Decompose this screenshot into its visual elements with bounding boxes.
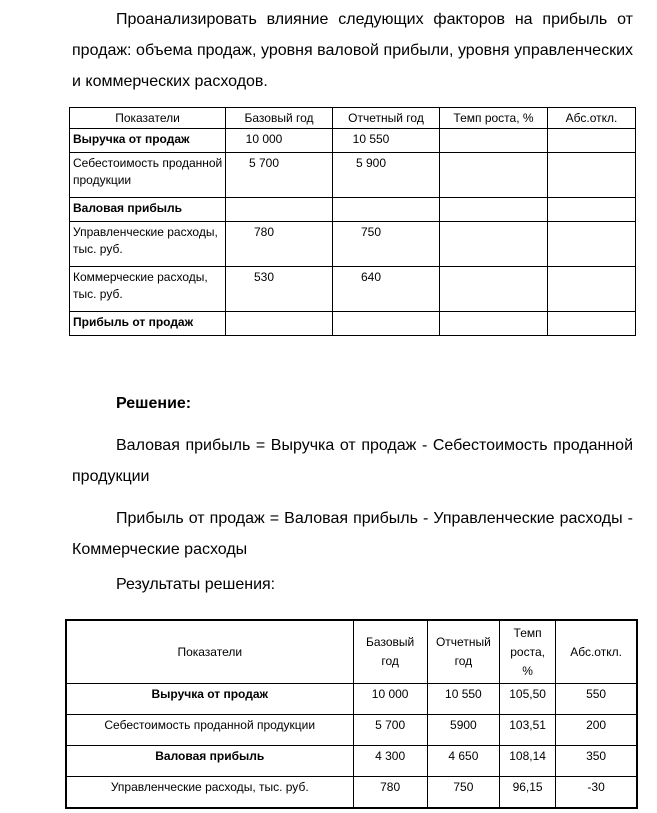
column-header: Показатели <box>66 620 353 684</box>
table-row <box>66 684 637 715</box>
abs-dev-cell <box>548 312 636 336</box>
growth-cell <box>440 129 548 153</box>
base-year-cell: 530 <box>226 267 333 312</box>
column-header: Темп роста, % <box>440 108 548 129</box>
sales-profit-formula: Прибыль от продаж = Валовая прибыль - Управленческие расходы - Коммерческие расходы <box>72 510 633 558</box>
row-label: Себестоимость проданной продукции <box>66 715 353 746</box>
row-label: Прибыль от продаж <box>70 312 226 336</box>
column-header: Темп роста, % <box>500 620 556 684</box>
base-year-cell <box>226 312 333 336</box>
growth-cell: 105,50 <box>500 684 556 715</box>
solution-heading: Решение: <box>116 395 192 412</box>
base-year-cell <box>226 198 333 222</box>
column-header: Базовый год <box>353 620 427 684</box>
report-year-cell: 4 650 <box>427 746 499 777</box>
row-label: Управленческие расходы, тыс. руб. <box>70 222 226 267</box>
task-paragraph: Проанализировать влияние следующих факторов на прибыль от продаж: объема продаж, уровня валовой прибыли, уровня управленческих и коммерческих расходов. <box>72 11 633 90</box>
abs-dev-cell <box>548 267 636 312</box>
abs-dev-cell: 350 <box>556 746 637 777</box>
base-year-cell: 780 <box>353 777 427 809</box>
table-row <box>70 267 636 312</box>
table-row <box>70 222 636 267</box>
row-label: Валовая прибыль <box>70 198 226 222</box>
row-label: Выручка от продаж <box>66 684 353 715</box>
abs-dev-cell: -30 <box>556 777 637 809</box>
growth-cell <box>440 153 548 198</box>
row-label: Коммерческие расходы, тыс. руб. <box>70 267 226 312</box>
results-heading: Результаты решения: <box>116 576 276 593</box>
column-header: Абс.откл. <box>556 620 637 684</box>
report-year-cell: 750 <box>333 222 440 267</box>
column-header: Отчетный год <box>427 620 499 684</box>
report-year-cell: 640 <box>333 267 440 312</box>
column-header: Абс.откл. <box>548 108 636 129</box>
growth-cell <box>440 198 548 222</box>
growth-cell: 108,14 <box>500 746 556 777</box>
base-year-cell: 4 300 <box>353 746 427 777</box>
growth-cell: 96,15 <box>500 777 556 809</box>
results-table <box>65 619 638 809</box>
report-year-cell: 10 550 <box>427 684 499 715</box>
growth-cell <box>440 222 548 267</box>
report-year-cell <box>333 198 440 222</box>
table-row <box>66 746 637 777</box>
abs-dev-cell: 200 <box>556 715 637 746</box>
report-year-cell: 750 <box>427 777 499 809</box>
column-header: Базовый год <box>226 108 333 129</box>
growth-cell <box>440 267 548 312</box>
base-year-cell: 780 <box>226 222 333 267</box>
abs-dev-cell <box>548 222 636 267</box>
column-header: Отчетный год <box>333 108 440 129</box>
abs-dev-cell <box>548 153 636 198</box>
row-label: Валовая прибыль <box>66 746 353 777</box>
report-year-cell: 10 550 <box>333 129 440 153</box>
growth-cell: 103,51 <box>500 715 556 746</box>
row-label: Выручка от продаж <box>70 129 226 153</box>
report-year-cell: 5 900 <box>333 153 440 198</box>
report-year-cell: 5900 <box>427 715 499 746</box>
abs-dev-cell: 550 <box>556 684 637 715</box>
gross-profit-formula: Валовая прибыль = Выручка от продаж - Себестоимость проданной продукции <box>72 437 633 485</box>
input-table <box>69 107 636 336</box>
table-row <box>70 198 636 222</box>
table-row <box>70 312 636 336</box>
table-header-row <box>70 108 636 129</box>
table-row <box>70 129 636 153</box>
growth-cell <box>440 312 548 336</box>
column-header: Показатели <box>70 108 226 129</box>
base-year-cell: 5 700 <box>353 715 427 746</box>
table-row <box>66 777 637 809</box>
report-year-cell <box>333 312 440 336</box>
row-label: Себестоимость проданной продукции <box>70 153 226 198</box>
base-year-cell: 10 000 <box>353 684 427 715</box>
abs-dev-cell <box>548 129 636 153</box>
table-header-row <box>66 620 637 684</box>
base-year-cell: 10 000 <box>226 129 333 153</box>
base-year-cell: 5 700 <box>226 153 333 198</box>
row-label: Управленческие расходы, тыс. руб. <box>66 777 353 809</box>
table-row <box>70 153 636 198</box>
table-row <box>66 715 637 746</box>
abs-dev-cell <box>548 198 636 222</box>
